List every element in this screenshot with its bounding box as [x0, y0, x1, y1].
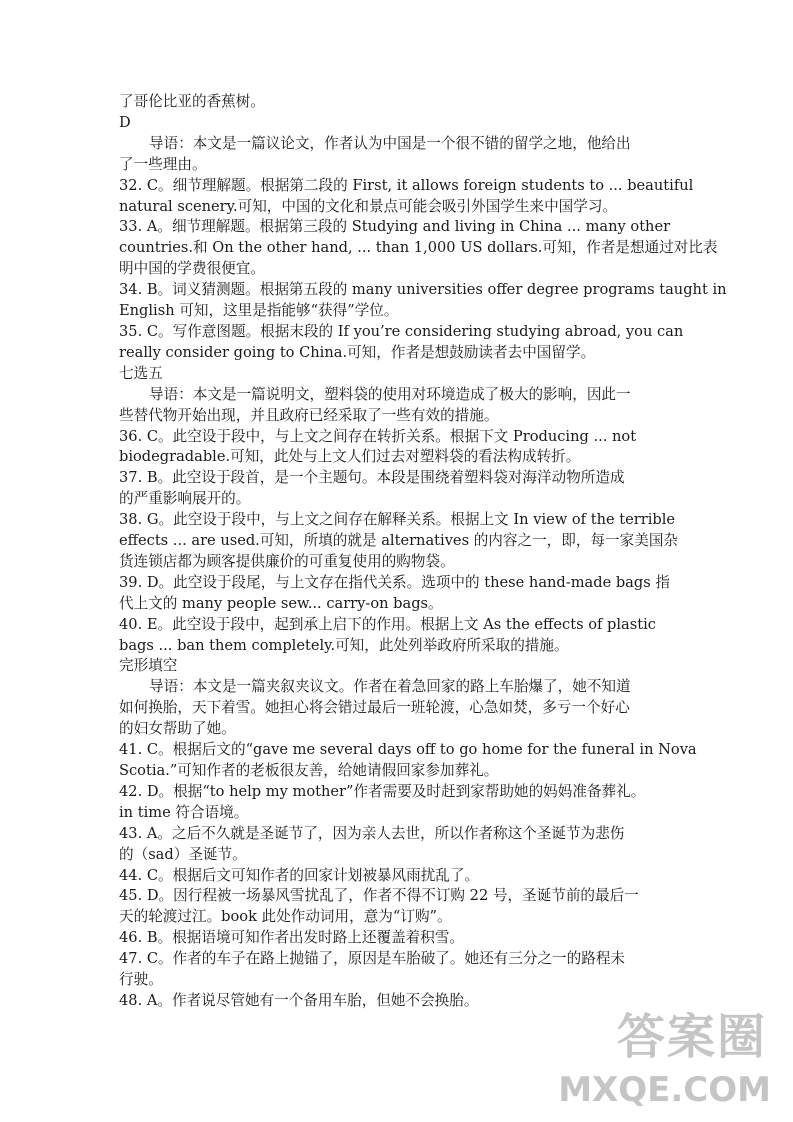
text-line: 39. D。此空设于段尾，与上文存在指代关系。选项中的 these hand-made bags 指 — [119, 573, 670, 591]
logo-text: 答案圈 — [616, 1009, 767, 1065]
text-line: 行驶。 — [119, 971, 163, 989]
text-line: effects ... are used.可知，所填的就是 alternatives 的内容之一，即，每一家美国杂 — [119, 532, 679, 550]
text-line: 的严重影响展开的。 — [119, 490, 251, 508]
text-line: 36. C。此空设于段中，与上文之间存在转折关系。根据下文 Producing ... not — [119, 427, 637, 445]
text-line: 46. B。根据语境可知作者出发时路上还覆盖着积雪。 — [119, 929, 465, 947]
text-line: really consider going to China.可知，作者是想鼓励读者去中国留学。 — [119, 343, 596, 361]
text-line: 48. A。作者说尽管她有一个备用车胎，但她不会换胎。 — [119, 991, 479, 1009]
text-line: 导语：本文是一篇议论文，作者认为中国是一个很不错的留学之地，他给出 — [149, 134, 631, 152]
text-line: 了一些理由。 — [119, 155, 207, 173]
text-line: in time 符合语境。 — [119, 803, 249, 821]
text-line: 的妇女帮助了她。 — [119, 720, 236, 738]
text-line: 32. C。细节理解题。根据第二段的 First, it allows foreign students to ... beautiful — [119, 176, 694, 194]
text-line: 了哥伦比亚的香蕉树。 — [119, 93, 265, 110]
document-body — [119, 92, 727, 1012]
text-line: 33. A。细节理解题。根据第三段的 Studying and living in China ... many other — [119, 218, 671, 236]
text-line: 导语：本文是一篇夹叙夹议文。作者在着急回家的路上车胎爆了，她不知道 — [149, 678, 631, 696]
text-line: D — [119, 113, 131, 131]
text-line: 37. B。此空设于段首，是一个主题句。本段是围绕着塑料袋对海洋动物所造成 — [119, 469, 625, 487]
text-line: 43. A。之后不久就是圣诞节了，因为亲人去世，所以作者称这个圣诞节为悲伤 — [119, 824, 625, 842]
text-line: 的（sad）圣诞节。 — [119, 845, 247, 863]
text-line: 35. C。写作意图题。根据末段的 If you’re considering studying abroad, you can — [119, 322, 684, 340]
text-line: 41. C。根据后文的“gave me several days off to go home for the funeral in Nova — [119, 741, 697, 759]
text-line: 代上文的 many people sew... carry-on bags。 — [119, 594, 443, 612]
text-line: 40. E。此空设于段中，起到承上启下的作用。根据上文 As the effects of plastic — [119, 615, 656, 633]
text-line: 34. B。词义猜测题。根据第五段的 many universities offer degree programs taught in — [119, 281, 727, 299]
text-line: 完形填空 — [119, 657, 178, 675]
text-line: Scotia.”可知作者的老板很友善，给她请假回家参加葬礼。 — [119, 762, 499, 779]
text-line: 天的轮渡过江。book 此处作动词用，意为“订购”。 — [119, 908, 452, 926]
text-line: 明中国的学费很便宜。 — [119, 260, 265, 278]
text-line: countries.和 On the other hand, ... than 1,000 US dollars.可知，作者是想通过对比表 — [119, 239, 718, 257]
text-line: 如何换胎，天下着雪。她担心将会错过最后一班轮渡，心急如焚，多亏一个好心 — [119, 699, 630, 717]
text-line: biodegradable.可知，此处与上文人们过去对塑料袋的看法构成转折。 — [119, 448, 581, 466]
text-line: bags ... ban them completely.可知，此处列举政府所采取的措施。 — [119, 636, 569, 654]
logo-url: MXQE.COM — [558, 1070, 771, 1110]
text-line: natural scenery.可知，中国的文化和景点可能会吸引外国学生来中国学习。 — [119, 197, 618, 215]
text-line: 货连锁店都为顾客提供廉价的可重复使用的购物袋。 — [119, 552, 455, 570]
text-line: English 可知，这里是指能够“获得”学位。 — [119, 302, 399, 320]
text-line: 38. G。此空设于段中，与上文之间存在解释关系。根据上文 In view of the terrible — [119, 511, 676, 529]
text-line: 七选五 — [119, 364, 163, 382]
text-line: 45. D。因行程被一场暴风雪扰乱了，作者不得不订购 22 号，圣诞节前的最后一 — [119, 887, 639, 905]
text-line: 导语：本文是一篇说明文，塑料袋的使用对环境造成了极大的影响，因此一 — [149, 385, 631, 403]
text-line: 44. C。根据后文可知作者的回家计划被暴风雨扰乱了。 — [119, 866, 480, 884]
text-line: 47. C。作者的车子在路上抛锚了，原因是车胎破了。她还有三分之一的路程未 — [119, 950, 626, 968]
site-logo — [558, 998, 775, 1110]
text-line: 些替代物开始出现，并且政府已经采取了一些有效的措施。 — [119, 406, 499, 424]
text-line: 42. D。根据“to help my mother”作者需要及时赶到家帮助她的妈妈准备葬礼。 — [119, 782, 646, 800]
